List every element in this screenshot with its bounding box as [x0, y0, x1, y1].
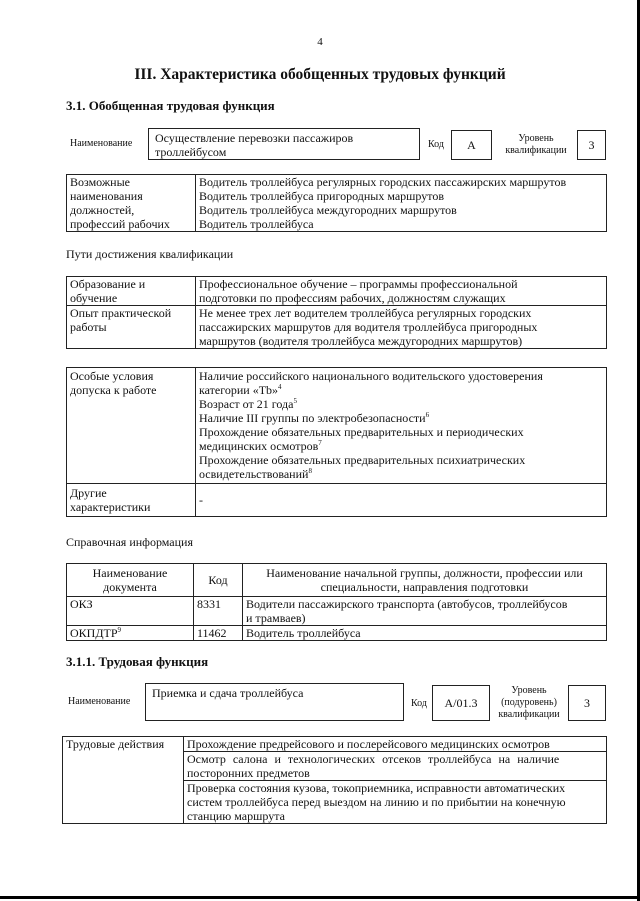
footnote-ref: 5	[293, 397, 297, 405]
ref-head-code: Код	[194, 564, 243, 597]
position-item: Водитель троллейбуса пригородных маршрутов	[199, 189, 445, 203]
table-row	[63, 737, 607, 752]
tf-level-label-line-1: Уровень	[511, 685, 547, 696]
position-item: Водитель троллейбуса	[199, 217, 314, 231]
action-line: Проверка состояния кузова, токоприемника, исправности автоматических	[187, 781, 566, 795]
special-line	[199, 397, 603, 411]
ref-code-cell: 8331	[194, 597, 243, 626]
table-row	[67, 306, 607, 349]
positions-label-cell	[67, 175, 196, 232]
special-line	[199, 411, 603, 425]
special-label-cell	[67, 368, 196, 484]
ref-name-line: Водитель троллейбуса	[246, 626, 361, 640]
labour-actions-table	[62, 736, 607, 824]
positions-label-line: Возможные	[70, 175, 130, 189]
ref-doc: ОКПДТР	[70, 626, 118, 640]
special-values-cell	[196, 368, 607, 484]
qualification-table	[66, 276, 607, 349]
edu-label-line: обучение	[70, 291, 118, 305]
ref-name-cell	[243, 626, 607, 641]
positions-values-cell	[196, 175, 607, 232]
special-line	[199, 383, 603, 397]
special-line: Прохождение обязательных предварительных и периодических	[199, 425, 524, 439]
other-label-line: характеристики	[70, 500, 151, 514]
edu-value-line: Профессиональное обучение – программы профессиональной	[199, 277, 518, 291]
code-label: Код	[428, 139, 444, 150]
ref-head-line: специальности, направления подготовки	[320, 580, 529, 594]
footnote-ref: 9	[117, 626, 122, 634]
tf-name-label: Наименование	[68, 696, 131, 707]
name-value-line-2: троллейбусом	[155, 145, 227, 159]
action-line: станцию маршрута	[187, 809, 285, 823]
exp-label-cell	[67, 306, 196, 349]
level-label	[496, 133, 576, 157]
special-text: Наличие III группы по электробезопасности	[199, 411, 426, 425]
tf-level-label-line-2: (подуровень)	[501, 697, 557, 708]
footnote-ref: 4	[278, 383, 282, 391]
exp-label-line: Опыт практической	[70, 306, 172, 320]
actions-label-cell: Трудовые действия	[63, 737, 184, 824]
scan-edge-bottom	[0, 896, 640, 899]
special-label-line: допуска к работе	[70, 383, 157, 397]
table-row	[67, 277, 607, 306]
table-row	[67, 597, 607, 626]
reference-table	[66, 563, 607, 641]
table-row	[67, 564, 607, 597]
level-label-line-1: Уровень	[518, 133, 554, 144]
action-line: Прохождение предрейсового и послерейсового медицинских осмотров	[187, 737, 550, 751]
ref-name-cell	[243, 597, 607, 626]
special-line	[199, 439, 603, 453]
ref-doc-cell	[67, 626, 194, 641]
level-value-box: 3	[577, 130, 606, 160]
positions-label-line: профессий рабочих	[70, 217, 170, 231]
tf-level-label-line-3: квалификации	[498, 709, 560, 720]
special-line: Прохождение обязательных предварительных психиатрических	[199, 453, 526, 467]
ref-doc: ОКЗ	[70, 597, 93, 611]
edu-value-line: подготовки по профессиям рабочих, должностям служащих	[199, 291, 506, 305]
action-line: посторонних предметов	[187, 766, 310, 780]
position-item: Водитель троллейбуса регулярных городских пассажирских маршрутов	[199, 175, 567, 189]
table-row	[67, 626, 607, 641]
exp-value-cell	[196, 306, 607, 349]
other-label-cell	[67, 484, 196, 517]
edu-label-line: Образование и	[70, 277, 146, 291]
footnote-ref: 8	[308, 467, 312, 475]
special-line	[199, 467, 603, 481]
name-label: Наименование	[70, 138, 133, 149]
exp-value-line: Не менее трех лет водителем троллейбуса регулярных городских	[199, 306, 532, 320]
page-number: 4	[317, 36, 323, 48]
table-row	[67, 175, 607, 232]
ref-head-line: документа	[103, 580, 157, 594]
paths-heading: Пути достижения квалификации	[66, 247, 234, 261]
ref-head-line: Наименование	[92, 566, 168, 580]
footnote-ref: 7	[318, 439, 322, 447]
edu-value-cell	[196, 277, 607, 306]
name-value-line-1: Осуществление перевозки пассажиров	[155, 131, 354, 145]
position-item: Водитель троллейбуса междугородних маршрутов	[199, 203, 457, 217]
tf-code-label: Код	[411, 698, 427, 709]
level-label-line-2: квалификации	[505, 145, 567, 156]
ref-code-cell: 11462	[194, 626, 243, 641]
exp-label-line: работы	[70, 320, 107, 334]
ref-name-line: и трамваев)	[246, 611, 306, 625]
positions-label-line: наименования	[70, 189, 143, 203]
tf-code-value-box: А/01.3	[432, 685, 490, 721]
name-value-box	[148, 128, 420, 160]
ref-head-name	[243, 564, 607, 597]
action-cell	[184, 752, 607, 781]
table-row	[67, 368, 607, 484]
tf-level-value-box: 3	[568, 685, 606, 721]
action-cell	[184, 737, 607, 752]
positions-table	[66, 174, 607, 232]
ref-name-line: Водители пассажирского транспорта (автобусов, троллейбусов	[246, 597, 568, 611]
special-label-line: Особые условия	[70, 369, 154, 383]
special-text: освидетельствований	[199, 467, 309, 481]
page-title: III. Характеристика обобщенных трудовых функций	[134, 66, 506, 83]
tf-name-value-box: Приемка и сдача троллейбуса	[145, 683, 404, 721]
action-line: систем троллейбуса перед выездом на линию и по прибытии на конечную	[187, 795, 566, 809]
other-label-line: Другие	[70, 486, 107, 500]
special-conditions-table	[66, 367, 607, 517]
action-cell	[184, 781, 607, 824]
ref-head-line: Наименование начальной группы, должности, профессии или	[266, 566, 583, 580]
table-row	[67, 484, 607, 517]
reference-heading: Справочная информация	[66, 535, 193, 549]
other-value-cell: -	[196, 484, 607, 517]
ref-head-doc	[67, 564, 194, 597]
special-text: категории «Tb»	[199, 383, 279, 397]
exp-value-line: маршрутов (водителя троллейбуса междугородних маршрутов)	[199, 334, 523, 348]
special-line: Наличие российского национального водительского удостоверения	[199, 369, 543, 383]
special-text: медицинских осмотров	[199, 439, 319, 453]
special-text: Возраст от 21 года	[199, 397, 294, 411]
section-3-1-heading: 3.1. Обобщенная трудовая функция	[66, 98, 275, 113]
section-3-1-1-heading: 3.1.1. Трудовая функция	[66, 654, 209, 669]
edu-label-cell	[67, 277, 196, 306]
ref-doc-cell	[67, 597, 194, 626]
code-value-box: А	[451, 130, 492, 160]
tf-level-label	[492, 685, 566, 721]
positions-label-line: должностей,	[70, 203, 135, 217]
action-line: Осмотр салона и технологических отсеков троллейбуса на наличие	[187, 752, 560, 766]
exp-value-line: пассажирских маршрутов для водителя троллейбуса пригородных	[199, 320, 538, 334]
footnote-ref: 6	[425, 411, 430, 419]
